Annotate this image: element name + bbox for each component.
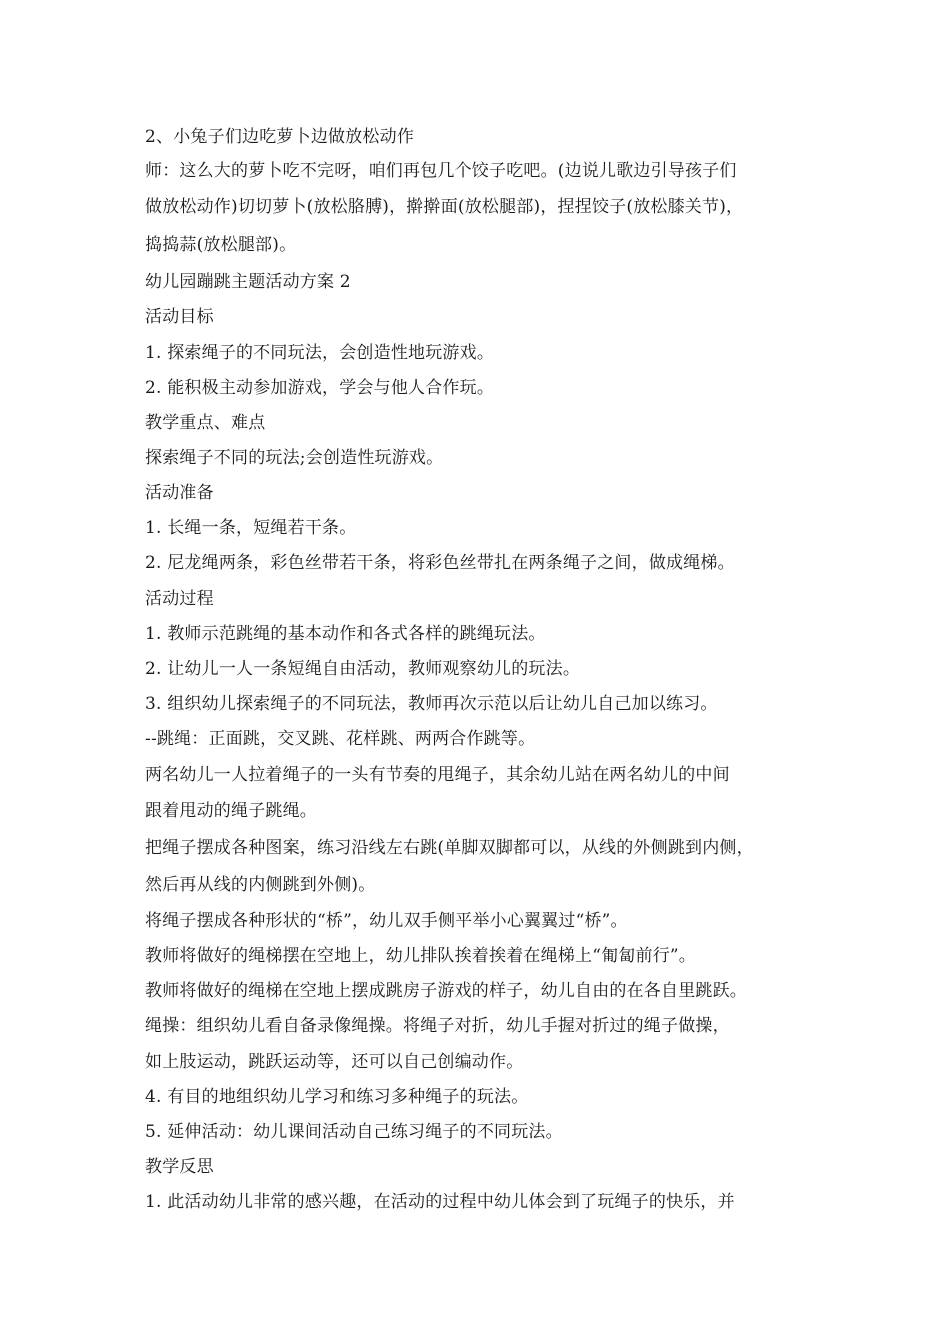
text-line: 教师将做好的绳梯摆在空地上，幼儿排队挨着挨着在绳梯上“匍匐前行”。 bbox=[145, 946, 696, 966]
section-heading: 教学反思 bbox=[145, 1157, 214, 1177]
text-line: 如上肢运动，跳跃运动等，还可以自己创编动作。 bbox=[145, 1052, 524, 1072]
text-line: 然后再从线的内侧跳到外侧)。 bbox=[145, 875, 376, 895]
text-line: 5. 延伸活动：幼儿课间活动自己练习绳子的不同玩法。 bbox=[145, 1122, 563, 1142]
text-line: 跟着甩动的绳子跳绳。 bbox=[145, 801, 317, 821]
text-line: 4. 有目的地组织幼儿学习和练习多种绳子的玩法。 bbox=[145, 1087, 529, 1107]
text-line: 3. 组织幼儿探索绳子的不同玩法，教师再次示范以后让幼儿自己加以练习。 bbox=[145, 694, 718, 714]
section-heading: 活动准备 bbox=[145, 483, 214, 503]
text-line: 1. 教师示范跳绳的基本动作和各式各样的跳绳玩法。 bbox=[145, 624, 546, 644]
text-line: 2. 能积极主动参加游戏，学会与他人合作玩。 bbox=[145, 378, 495, 398]
text-line: 探索绳子不同的玩法;会创造性玩游戏。 bbox=[145, 448, 444, 468]
text-line: 2、小兔子们边吃萝卜边做放松动作 bbox=[145, 127, 415, 147]
text-line: --跳绳：正面跳，交叉跳、花样跳、两两合作跳等。 bbox=[145, 729, 536, 749]
text-line: 绳操：组织幼儿看自备录像绳操。将绳子对折，幼儿手握对折过的绳子做操， bbox=[145, 1016, 730, 1036]
text-line: 1. 探索绳子的不同玩法，会创造性地玩游戏。 bbox=[145, 343, 495, 363]
text-line: 做放松动作)切切萝卜(放松胳膊)，擀擀面(放松腿部)，捏捏饺子(放松膝关节)， bbox=[145, 197, 744, 217]
text-line: 师：这么大的萝卜吃不完呀，咱们再包几个饺子吃吧。(边说儿歌边引导孩子们 bbox=[145, 161, 737, 181]
text-line: 捣捣蒜(放松腿部)。 bbox=[145, 235, 297, 255]
text-line: 1. 长绳一条，短绳若干条。 bbox=[145, 518, 357, 538]
text-line: 把绳子摆成各种图案，练习沿线左右跳(单脚双脚都可以，从线的外侧跳到内侧， bbox=[145, 838, 754, 858]
text-line: 2. 让幼儿一人一条短绳自由活动，教师观察幼儿的玩法。 bbox=[145, 659, 581, 679]
section-heading: 活动目标 bbox=[145, 307, 214, 327]
text-line: 将绳子摆成各种形状的“桥”，幼儿双手侧平举小心翼翼过“桥”。 bbox=[145, 911, 628, 931]
section-heading: 活动过程 bbox=[145, 589, 214, 609]
section-title: 幼儿园蹦跳主题活动方案 2 bbox=[145, 272, 351, 292]
text-line: 2. 尼龙绳两条，彩色丝带若干条，将彩色丝带扎在两条绳子之间，做成绳梯。 bbox=[145, 553, 735, 573]
text-line: 教师将做好的绳梯在空地上摆成跳房子游戏的样子，幼儿自由的在各自里跳跃。 bbox=[145, 981, 747, 1001]
section-heading: 教学重点、难点 bbox=[145, 413, 266, 433]
text-line: 两名幼儿一人拉着绳子的一头有节奏的甩绳子，其余幼儿站在两名幼儿的中间 bbox=[145, 765, 730, 785]
text-line: 1. 此活动幼儿非常的感兴趣，在活动的过程中幼儿体会到了玩绳子的快乐，并 bbox=[145, 1192, 735, 1212]
